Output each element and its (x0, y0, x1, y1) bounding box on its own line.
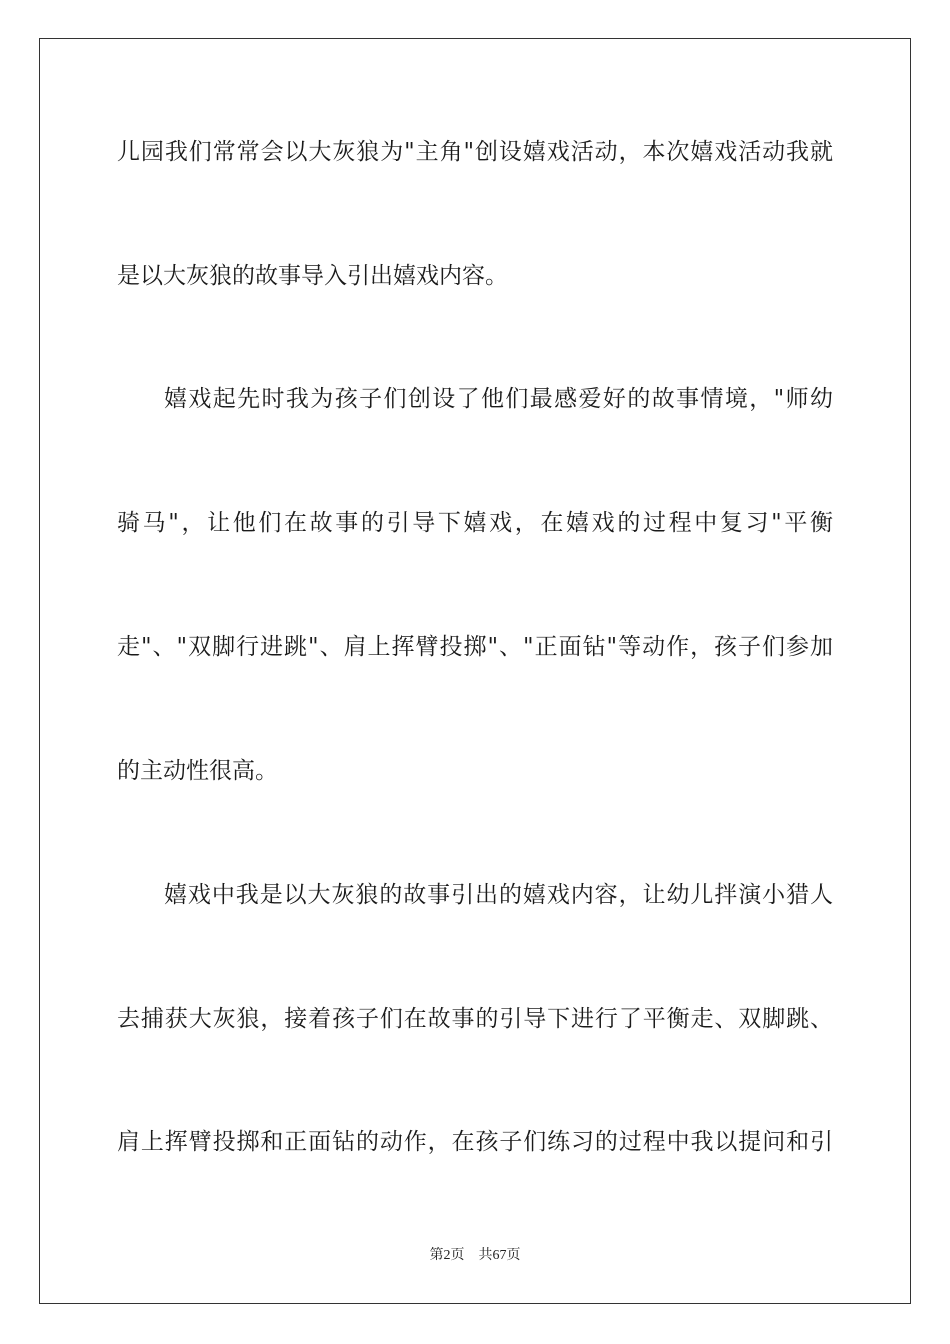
paragraph-first-line: 嬉戏起先时我为孩子们创设了他们最感爱好的故事情境，"师幼 (164, 386, 833, 412)
page-number: 第2页 (429, 1248, 465, 1263)
text-line: 去捕获大灰狼，接着孩子们在故事的引导下进行了平衡走、双脚跳、 (117, 1006, 833, 1032)
page-footer (0, 1246, 950, 1266)
text-line: 肩上挥臂投掷和正面钻的动作，在孩子们练习的过程中我以提问和引 (117, 1129, 833, 1155)
text-line: 骑马"，让他们在故事的引导下嬉戏，在嬉戏的过程中复习"平衡 (117, 510, 833, 536)
text-line: 是以大灰狼的故事导入引出嬉戏内容。 (117, 263, 508, 289)
page-border (39, 38, 911, 1304)
page-total: 共67页 (478, 1248, 521, 1263)
paragraph-first-line: 嬉戏中我是以大灰狼的故事引出的嬉戏内容，让幼儿拌演小猎人 (164, 882, 833, 908)
text-line: 儿园我们常常会以大灰狼为"主角"创设嬉戏活动，本次嬉戏活动我就 (117, 139, 833, 165)
text-line: 走"、"双脚行进跳"、肩上挥臂投掷"、"正面钻"等动作，孩子们参加 (117, 634, 833, 660)
text-line: 的主动性很高。 (117, 758, 278, 784)
